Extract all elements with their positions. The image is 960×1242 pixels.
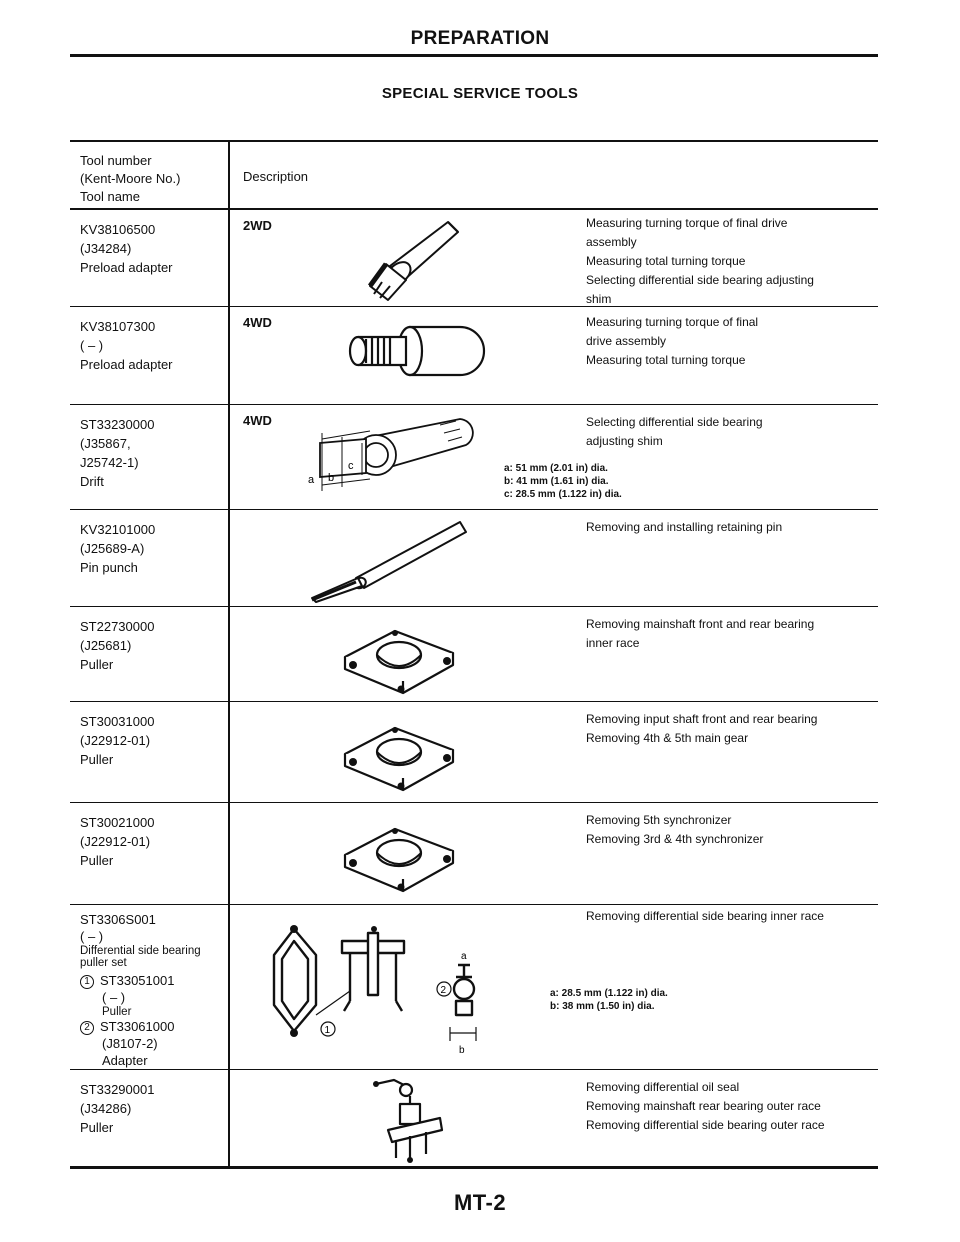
tool-id-cell — [80, 712, 228, 769]
pin-punch-icon — [300, 514, 480, 604]
tool-name: Puller — [80, 853, 114, 868]
tool-name: Preload adapter — [80, 357, 173, 372]
table-row — [70, 607, 878, 702]
tool-number: ST30031000 — [80, 714, 155, 729]
table-row — [70, 702, 878, 803]
bearing-puller-icon — [335, 613, 465, 697]
tool-number: ST33230000 — [80, 417, 155, 432]
header-tool-column: Tool number (Kent-Moore No.) Tool name — [80, 153, 181, 204]
item-marker-1: 1 — [80, 975, 94, 989]
kent-moore-number-2: J25742-1) — [80, 455, 139, 470]
dimension-notes: a: 28.5 mm (1.122 in) dia. b: 38 mm (1.50 in) dia. — [550, 988, 668, 1012]
sub-item-kent-moore: (J8107-2) — [102, 1036, 158, 1051]
kent-moore-number: (J22912-01) — [80, 834, 151, 849]
dim-label-c: c — [348, 460, 354, 472]
section-subtitle: SPECIAL SERVICE TOOLS — [381, 85, 579, 102]
dim-label-b: b — [328, 472, 335, 484]
preload-adapter-2wd-icon — [330, 216, 470, 304]
tool-number: KV38106500 — [80, 222, 156, 237]
sub-item-name: Adapter — [102, 1053, 148, 1068]
bearing-puller-icon — [335, 710, 465, 794]
description: Measuring turning torque of final drive assembly Measuring total turning torque — [586, 315, 759, 367]
tool-number: KV32101000 — [80, 522, 156, 537]
table-row — [70, 405, 878, 510]
table-row — [70, 510, 878, 607]
dimension-notes: a: 51 mm (2.01 in) dia. b: 41 mm (1.61 in) dia. c: 28.5 mm (1.122 in) dia. — [504, 463, 622, 500]
description: Removing differential oil seal Removing mainshaft rear bearing outer race Removing differential side bearing outer race — [586, 1080, 825, 1132]
page-title: PREPARATION — [410, 28, 550, 49]
tool-name: Puller — [80, 1120, 114, 1135]
item-marker-2: 2 — [80, 1021, 94, 1035]
dim-label-a: a — [461, 951, 467, 962]
sub-item-name: Puller — [102, 1006, 132, 1018]
bearing-puller-icon — [335, 811, 465, 895]
tool-number: KV38107300 — [80, 319, 156, 334]
kent-moore-number: (J22912-01) — [80, 733, 151, 748]
table-header — [70, 142, 878, 210]
variant-label: 2WD — [243, 218, 272, 233]
description: Removing and installing retaining pin — [586, 520, 783, 534]
tool-name: Pin punch — [80, 560, 138, 575]
sub-item — [80, 972, 228, 989]
tool-id-cell — [80, 415, 228, 491]
description: Removing 5th synchronizer Removing 3rd & 4th synchronizer — [586, 813, 764, 846]
kent-moore-number: (J25681) — [80, 638, 132, 653]
description: Selecting differential side bearing adjusting shim — [586, 415, 763, 448]
tool-number: ST22730000 — [80, 619, 155, 634]
table-row — [70, 307, 878, 405]
tool-id-cell — [80, 911, 228, 1069]
tool-number: ST3306S001 — [80, 912, 156, 927]
description: Measuring turning torque of final drive assembly Measuring total turning torque Selecting differential side bearing adjusting shim — [586, 216, 814, 306]
title-rule — [70, 54, 878, 57]
table-row — [70, 210, 878, 307]
kent-moore-number: (J34286) — [80, 1101, 132, 1116]
table-bottom-rule — [70, 1166, 878, 1169]
variant-label: 4WD — [243, 315, 272, 330]
page-number: MT-2 — [453, 1190, 507, 1215]
tool-number: ST33290001 — [80, 1082, 155, 1097]
variant-label: 4WD — [243, 413, 272, 428]
kent-moore-number: ( – ) — [80, 929, 104, 944]
tool-name: Drift — [80, 474, 104, 489]
drift-icon — [270, 409, 500, 505]
kent-moore-number: (J35867, — [80, 436, 131, 451]
sub-item — [80, 1018, 228, 1035]
item-label-2: 2 — [440, 985, 447, 996]
table-row — [70, 1070, 878, 1169]
tool-id-cell — [80, 220, 228, 277]
dim-label-a: a — [308, 474, 315, 486]
differential-bearing-puller-set-icon — [250, 915, 550, 1065]
description: Removing mainshaft front and rear bearing inner race — [586, 617, 815, 650]
tool-id-cell — [80, 813, 228, 870]
tool-name: Differential side bearing puller set — [80, 945, 201, 969]
preload-adapter-4wd-icon — [340, 317, 490, 387]
oil-seal-puller-icon — [370, 1074, 480, 1166]
tool-id-cell — [80, 617, 228, 674]
tool-name: Puller — [80, 657, 114, 672]
sub-item-number: ST33051001 — [100, 973, 175, 988]
tools-table — [70, 140, 878, 1167]
kent-moore-number: (J34284) — [80, 241, 132, 256]
item-label-1: 1 — [324, 1025, 331, 1036]
table-row — [70, 803, 878, 905]
description: Removing input shaft front and rear bearing Removing 4th & 5th main gear — [586, 712, 818, 745]
tool-id-cell — [80, 1080, 228, 1137]
sub-item-number: ST33061000 — [100, 1019, 175, 1034]
description: Removing differential side bearing inner race — [586, 909, 824, 923]
tool-id-cell — [80, 317, 228, 374]
tool-id-cell — [80, 520, 228, 577]
header-description: Description — [243, 169, 309, 184]
tool-number: ST30021000 — [80, 815, 155, 830]
kent-moore-number: ( – ) — [80, 338, 104, 353]
tool-name: Preload adapter — [80, 260, 173, 275]
sub-item-kent-moore: ( – ) — [102, 990, 126, 1005]
kent-moore-number: (J25689-A) — [80, 541, 145, 556]
table-row — [70, 905, 878, 1070]
dim-label-b: b — [459, 1045, 465, 1056]
tool-name: Puller — [80, 752, 114, 767]
